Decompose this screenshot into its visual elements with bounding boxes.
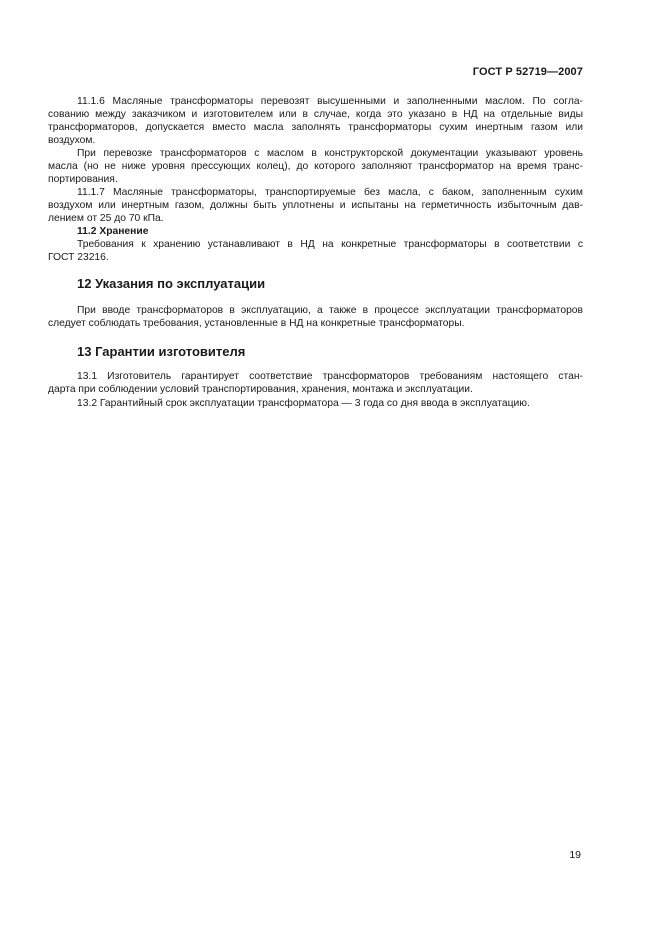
text-line: ГОСТ 23216. xyxy=(48,252,109,264)
text-line: масла (но не ниже уровня прессующих колец), до которого заполняют трансформатор на время транс- xyxy=(48,161,583,173)
text-line: портирования. xyxy=(48,174,118,186)
subsection-11-2 xyxy=(48,225,583,264)
paragraph-13-1 xyxy=(48,370,583,396)
text-line: сованию между заказчиком и изготовителем или в случае, когда это указано в НД на отдельные виды xyxy=(48,109,583,121)
text-line: 13.2 Гарантийный срок эксплуатации трансформатора — 3 года со дня ввода в эксплуатацию. xyxy=(77,398,530,409)
text-line: воздухом. xyxy=(48,135,96,147)
text-line: При вводе трансформаторов в эксплуатацию, а также в процессе эксплуатации трансформаторов xyxy=(77,305,583,316)
text-line: дарта при соблюдении условий транспортирования, хранения, монтажа и эксплуатации. xyxy=(48,384,473,396)
text-line: следует соблюдать требования, установленные в НД на конкретные трансформаторы. xyxy=(48,318,465,330)
document-code: ГОСТ Р 52719—2007 xyxy=(472,66,583,78)
paragraph-11-1-6 xyxy=(48,95,583,148)
page-number: 19 xyxy=(569,849,581,861)
paragraph-section-12 xyxy=(48,304,583,330)
text-line: 13.1 Изготовитель гарантирует соответствие трансформаторов требованиям настоящего стан- xyxy=(77,371,583,382)
section-12-heading: 12 Указания по эксплуатации xyxy=(77,276,266,291)
text-line: 11.1.7 Масляные трансформаторы, транспортируемые без масла, с баком, заполненным сухим xyxy=(77,187,583,198)
section-13-heading: 13 Гарантии изготовителя xyxy=(77,344,246,359)
text-line: При перевозке трансформаторов с маслом в конструкторской документации указывают уровень xyxy=(77,148,583,159)
text-line: воздухом или инертным газом, должны быть уплотнены и испытаны на герметичность избыточным дав- xyxy=(48,200,583,212)
text-line: лением от 25 до 70 кПа. xyxy=(48,213,164,225)
paragraph-oil-transport xyxy=(48,147,583,186)
text-line: 11.1.6 Масляные трансформаторы перевозят высушенными и заполненными маслом. По согла- xyxy=(77,96,583,107)
text-line: трансформаторов, допускается вместо масла заполнять трансформаторы сухим инертным газом или xyxy=(48,122,583,134)
subsection-heading: 11.2 Хранение xyxy=(77,226,149,237)
text-line: Требования к хранению устанавливают в НД на конкретные трансформаторы в соответствии с xyxy=(77,239,583,251)
paragraph-13-2 xyxy=(48,397,583,410)
paragraph-11-1-7 xyxy=(48,186,583,225)
